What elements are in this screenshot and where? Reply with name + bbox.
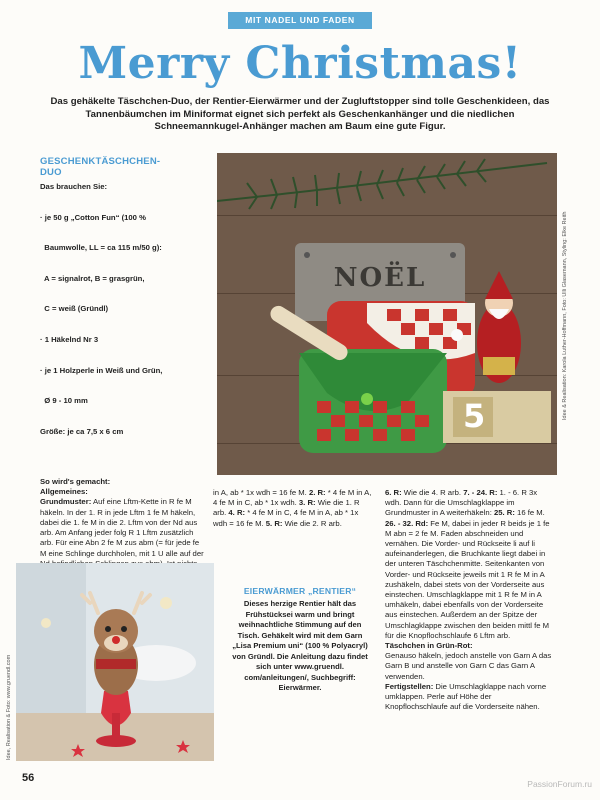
noel-sign-text: NOËL bbox=[333, 263, 427, 293]
banknote-value: 5 bbox=[463, 397, 486, 435]
bags-photo bbox=[217, 153, 557, 475]
size-line: Größe: je ca 7,5 x 6 cm bbox=[40, 426, 124, 436]
column-continuation: in A, ab * 1x wdh = 16 fe M. 2. R: * 4 fe M in A, 4 fe M in C, ab * 1x wdh. 3. R: Wie die 1. R arb. 4. R: * 4 fe M in C, 4 fe M in A, ab * 1x wdh = 16 fe M. 5. R: Wie die 2. R arb. bbox=[213, 488, 372, 528]
photo-credit: Idee & Realisation: Karola Luther-Hoffmann, Foto: Ulli Glasemann, Styling: Elke Reith bbox=[562, 211, 568, 420]
general-title: Allgemeines: bbox=[40, 487, 88, 497]
howto-title: So wird's gemacht: bbox=[40, 477, 111, 487]
intro-text: Das gehäkelte Täschchen-Duo, der Rentier-Eierwärmer und der Zugluftstopper sind tolle Geschenkideen, das Tannenbäumchen im Miniformat eignet sich perfekt als Geschenkanhänger und die niedlichen Schneemannkugel-Anhänger machen am Baum eine gute Figur. bbox=[50, 96, 550, 132]
column-instructions: 6. R: Wie die 4. R arb. 7. - 24. R: 1. - 6. R 3x wdh. Dann für die Umschlagklappe im Grundmuster in A weiterhäkeln: 25. R: 16 fe M. 26. - 32. Rd: Fe M, dabei in jeder R beids je 1 fe M abn = 2 fe M. Faden abschneiden und vernähen. Die Vorder- und Rückseite li auf li aufeinanderlegen, die Bruchkante liegt dabei in der unteren Täschchenmitte. Seitenkanten von Vorder- und Rückseite jeweils mit 1 R fe M in A zushäkeln, dabei stets von der Vorderseite aus einstechen. Umschlagklappe mit 1 R fe M in A umhäkeln, dabei ebenfalls von der Vorderseite aus einstechen. Außerdem an der Spitze der Umschlagklappe zwischen den beiden mittl fe M für die Knopflochschlaufe 6 Lftm arb. Täschchen in Grün-Rot: Genauso häkeln, jedoch anstelle von Garn A das Garn B und anstelle von Garn C das Garn A verwenden. Fertigstellen: Die Umschlagklappe nach vorne umklappen. Perle auf Höhe der Knopflochschlaufe auf die Vorderseite nähen. bbox=[385, 488, 552, 712]
page-number: 56 bbox=[22, 772, 35, 784]
egg-photo-credit: Idee, Realisation & Foto: www.gruendl.com bbox=[6, 654, 12, 760]
watermark: PassionForum.ru bbox=[527, 779, 592, 789]
section-tag: MIT NADEL UND FADEN bbox=[228, 12, 372, 29]
fir-branch-icon bbox=[217, 159, 547, 209]
rentier-text: Dieses herzige Rentier hält das Frühstücksei warm und bringt weihnachtliche Stimmung auf den Tisch. Gehäkelt wird mit dem Garn „Lisa Premium uni“ (100 % Polyacryl) von Gründl. Die Anleitung dazu findet sich unter www.gruendl. com/anleitungen/, Suchbegriff: Eierwärmer. bbox=[232, 599, 368, 692]
grundmuster-paragraph: Grundmuster: Auf eine Lftm-Kette in R fe M häkeln. In der 1. R in jede Lftm 1 fe M häkeln, dabei die 1. fe M in die 2. Lftm von der Nd aus arb. Am Anfang jeder folg R 1 Lftm zusätzlich arb. Für eine Abn 2 fe M zus abm (= für jede fe M eine Schlinge durchholen, mit 1 U alle auf der bbox=[40, 497, 204, 558]
rentier-heading: EIERWÄRMER „RENTIER“ bbox=[243, 586, 357, 596]
gruenrot-title: Täschchen in Grün-Rot: bbox=[385, 641, 473, 651]
materials-title: Das brauchen Sie: bbox=[40, 182, 108, 191]
materials-list: · je 50 g „Cotton Fun“ (100 % Baumwolle, LL = ca 115 m/50 g): A = signalrot, B = grasgrün, C = weiß (Gründl) · 1 Häkelnd Nr 3 · je 1 Holzperle in Weiß und Grün, Ø 9 - 10 mm bbox=[40, 212, 163, 406]
egg-warmer-photo bbox=[16, 563, 214, 761]
section-heading-geschenktaeschchen: GESCHENKTÄSCHCHEN- DUO bbox=[40, 156, 161, 178]
page-title: Merry Christmas! bbox=[78, 38, 522, 89]
green-red-bag bbox=[299, 349, 447, 453]
rentier-box bbox=[228, 586, 372, 694]
chocolate-santa bbox=[477, 271, 521, 383]
